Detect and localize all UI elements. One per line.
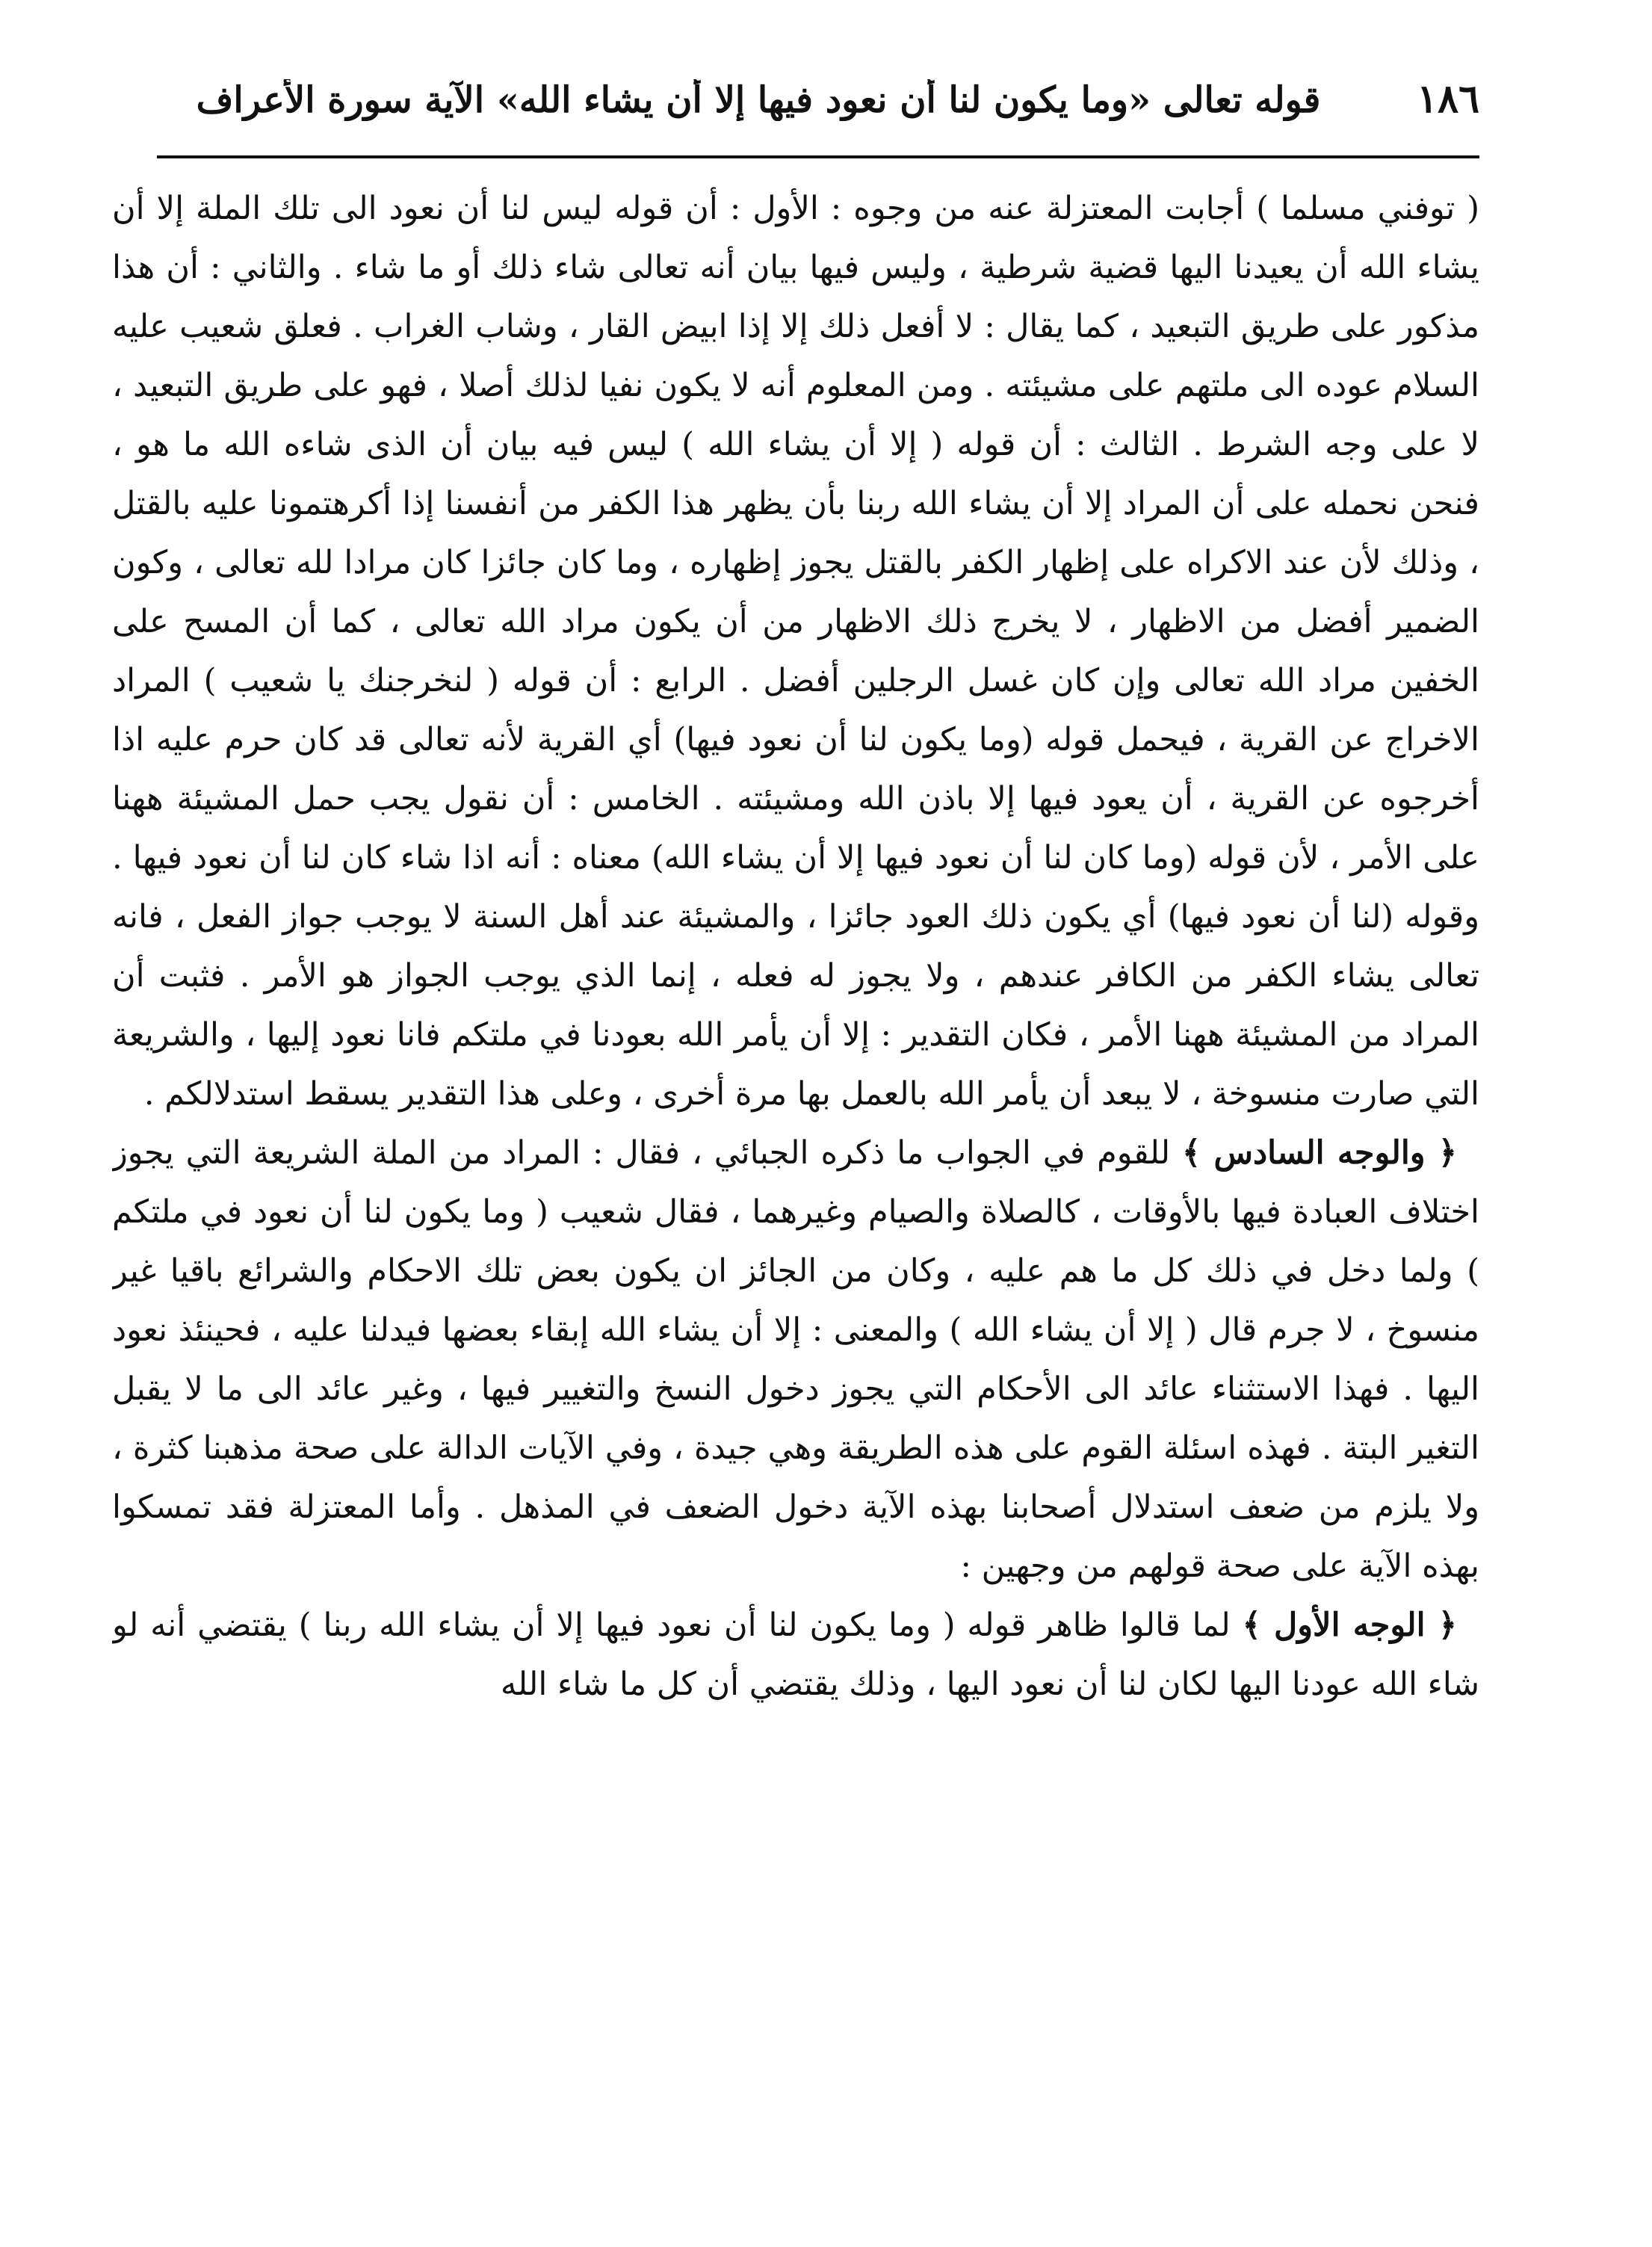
paragraph-text: لما قالوا ظاهر قوله ( وما يكون لنا أن نعود فيها إلا أن يشاء الله ربنا ) يقتضي أنه لو شاء الله عودنا اليها لكان لنا أن نعود اليها ، وذلك يقتضي أن كل ما شاء الله [112, 1607, 1479, 1703]
section-label: ﴿ والوجه السادس ﴾ [1182, 1134, 1457, 1172]
paragraph-objections [112, 179, 1479, 1124]
paragraph-text: ( توفني مسلما ) أجابت المعتزلة عنه من وجوه : الأول : أن قوله ليس لنا أن نعود الى تلك الملة إلا أن يشاء الله أن يعيدنا اليها قضية شرطية ، وليس فيها بيان أنه تعالى شاء ذلك أو ما شاء . والثاني : أن هذا مذكور على طريق التبعيد ، كما يقال : لا أفعل ذلك إلا إذا ابيض القار ، وشاب الغراب . فعلق شعيب عليه السلام عوده الى ملتهم على مشيئته . ومن المعلوم أنه لا يكون نفيا لذلك أصلا ، فهو على طريق التبعيد ، لا على وجه الشرط . الثالث : أن قوله ( إلا أن يشاء الله ) ليس فيه بيان أن الذى شاءه الله ما هو ، فنحن نحمله على أن المراد إلا أن يشاء الله ربنا بأن يظهر هذا الكفر من أنفسنا إذا أكرهتمونا عليه بالقتل ، وذلك لأن عند الاكراه على إظهار الكفر بالقتل يجوز إظهاره ، وما كان جائزا كان مرادا لله تعالى ، وكون الضمير أفضل من الاظهار ، لا يخرج ذلك الاظهار من أن يكون مراد الله تعالى ، كما أن المسح على الخفين مراد الله تعالى وإن كان غسل الرجلين أفضل . الرابع : أن قوله ( لنخرجنك يا شعيب ) المراد الاخراج عن القرية ، فيحمل قوله (وما يكون لنا أن نعود فيها) أي القرية لأنه تعالى قد كان حرم عليه اذا أخرجوه عن القرية ، أن يعود فيها إلا باذن الله ومشيئته . الخامس : أن نقول يجب حمل المشيئة ههنا على الأمر ، لأن قوله (وما كان لنا أن نعود فيها إلا أن يشاء الله) معناه : أنه اذا شاء كان لنا أن نعود فيها . وقوله (لنا أن نعود فيها) أي يكون ذلك العود جائزا ، والمشيئة عند أهل السنة لا يوجب جواز الفعل ، فانه تعالى يشاء الكفر من الكافر عندهم ، ولا يجوز له فعله ، إنما الذي يوجب الجواز هو الأمر . فثبت أن المراد من المشيئة ههنا الأمر ، فكان التقدير : إلا أن يأمر الله بعودنا في ملتكم فانا نعود إليها ، والشريعة التي صارت منسوخة ، لا يبعد أن يأمر الله بالعمل بها مرة أخرى ، وعلى هذا التقدير يسقط استدلالكم . [112, 190, 1479, 1113]
paragraph-text: للقوم في الجواب ما ذكره الجبائي ، فقال : المراد من الملة الشريعة التي يجوز اختلاف العبادة فيها بالأوقات ، كالصلاة والصيام وغيرهما ، فقال شعيب ( وما يكون لنا أن نعود في ملتكم ) ولما دخل في ذلك كل ما هم عليه ، وكان من الجائز ان يكون بعض تلك الاحكام والشرائع باقيا غير منسوخ ، لا جرم قال ( إلا أن يشاء الله ) والمعنى : إلا أن يشاء الله إبقاء بعضها فيدلنا عليه ، فحينئذ نعود اليها . فهذا الاستثناء عائد الى الأحكام التي يجوز دخول النسخ والتغيير فيها ، وغير عائد الى ما لا يقبل التغير البتة . فهذه اسئلة القوم على هذه الطريقة وهي جيدة ، وفي الآيات الدالة على صحة مذهبنا كثرة ، ولا يلزم من ضعف استدلال أصحابنا بهذه الآية دخول الضعف في المذهل . وأما المعتزلة فقد تمسكوا بهذه الآية على صحة قولهم من وجهين : [112, 1134, 1479, 1585]
paragraph-sixth-aspect [112, 1124, 1479, 1596]
page-header [157, 69, 1479, 151]
running-title: قوله تعالى «وما يكون لنا أن نعود فيها إلا أن يشاء الله» الآية سورة الأعراف [196, 79, 1321, 121]
paragraph-first-aspect [112, 1596, 1479, 1714]
header-divider [157, 155, 1479, 158]
page-number: ١٨٦ [1417, 76, 1479, 122]
section-label: ﴿ الوجه الأول ﴾ [1242, 1607, 1457, 1644]
body-text [112, 179, 1479, 2197]
